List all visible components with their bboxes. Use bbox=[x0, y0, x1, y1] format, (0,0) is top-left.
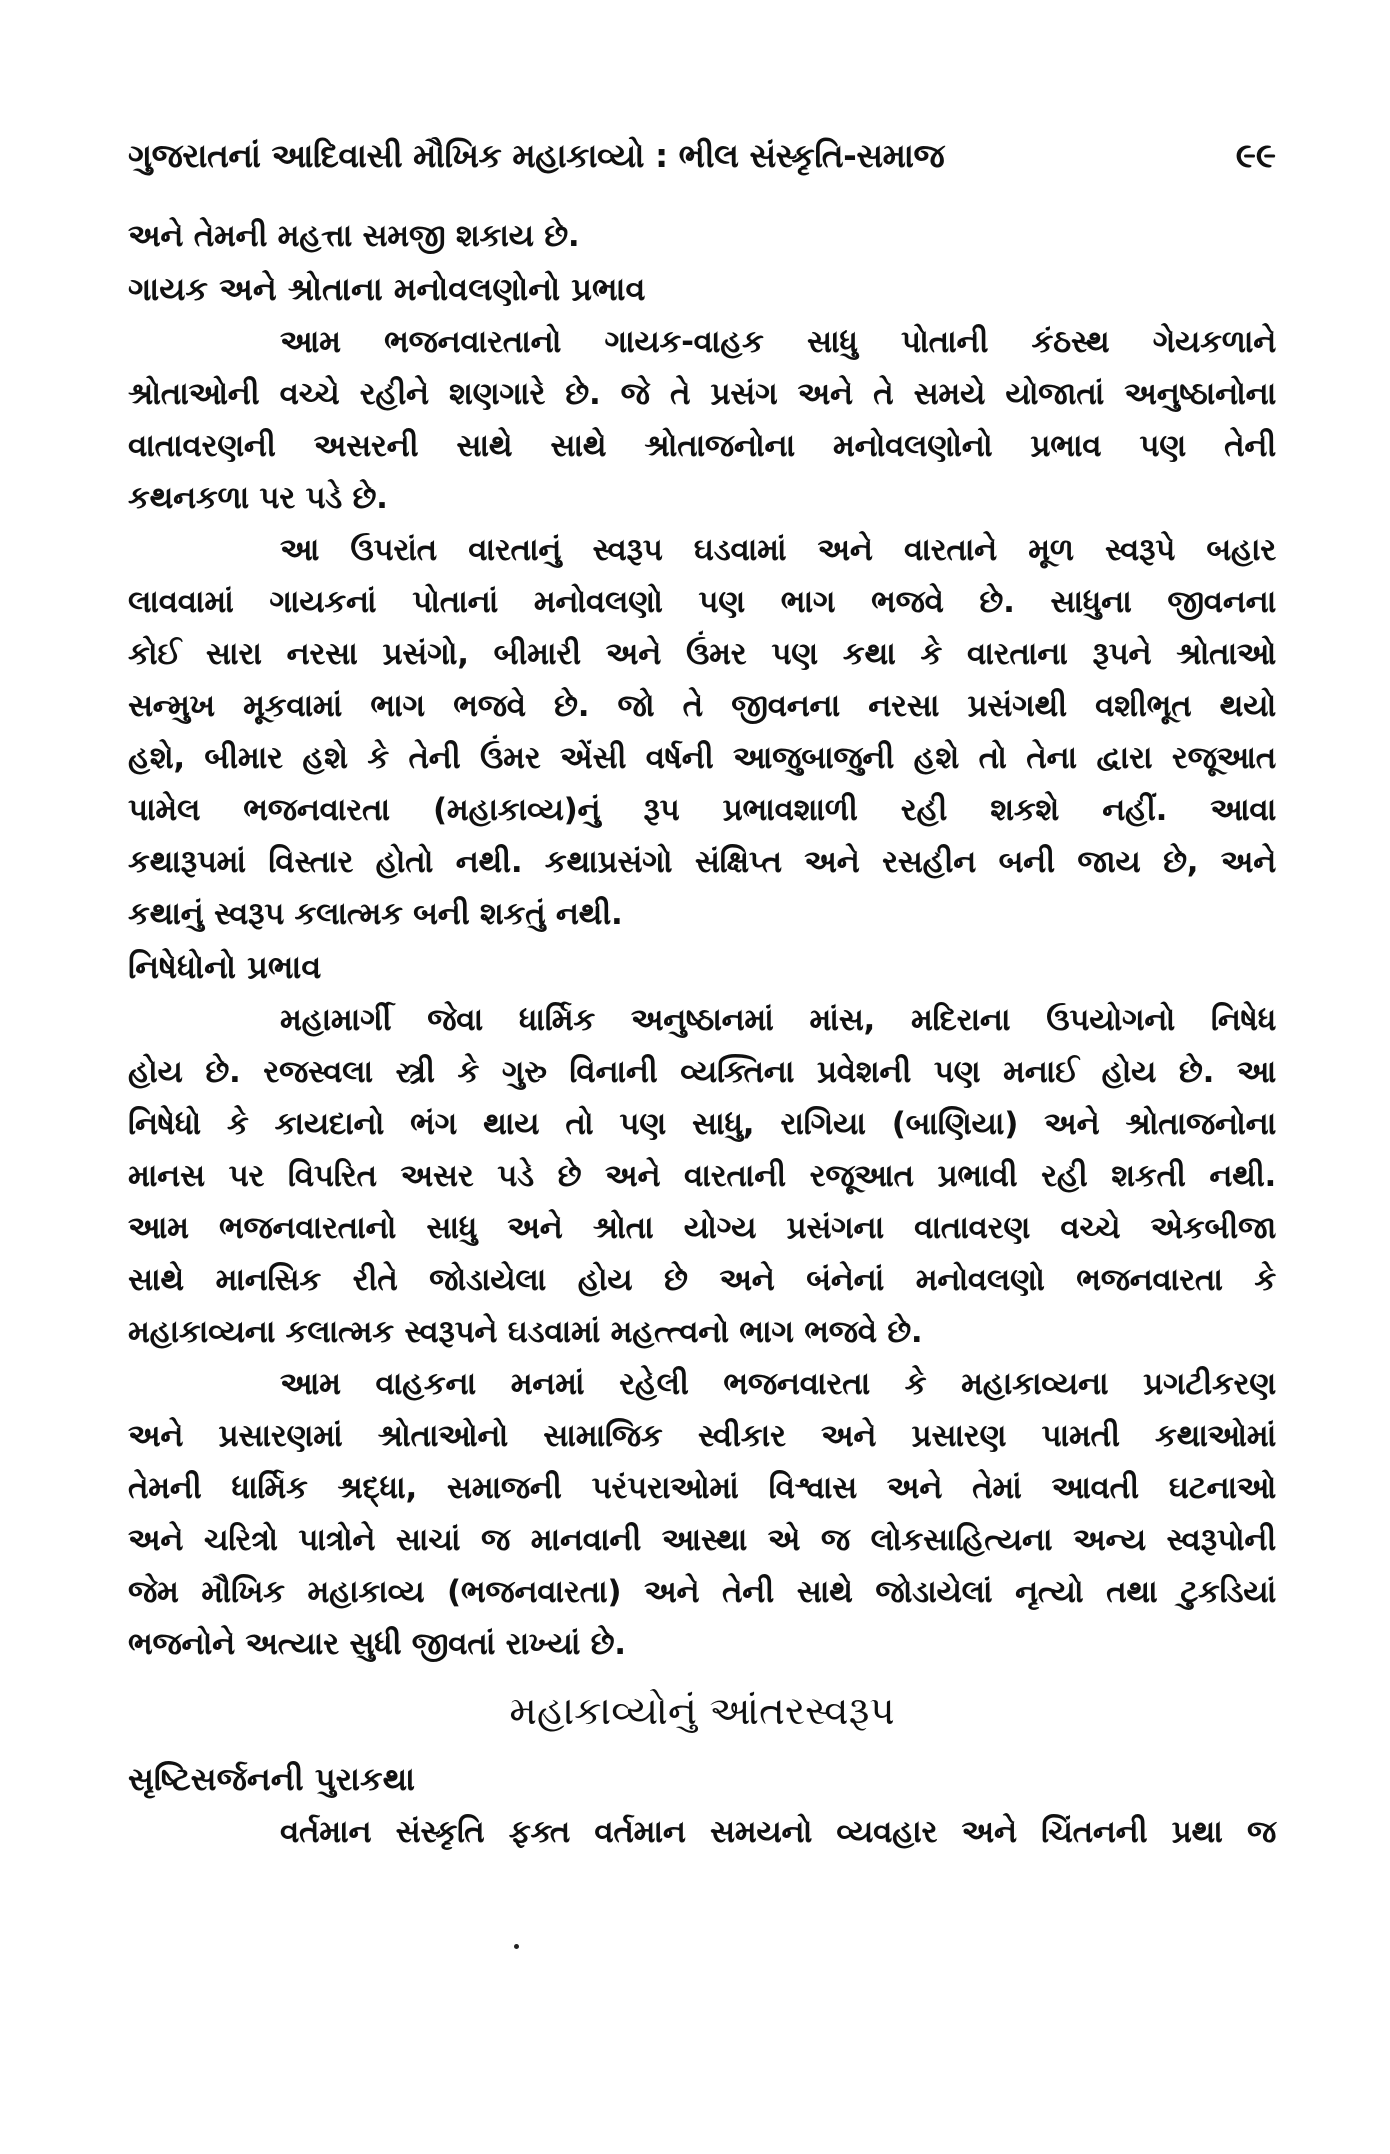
section-heading-creation-myth: સૃષ્ટિસર્જનની પુરાકથા bbox=[128, 1760, 415, 1798]
paragraph-line: આમ વાહકના મનમાં રહેલી ભજનવારતા કે મહાકાવ્યના પ્રગટીકરણ bbox=[280, 1366, 1276, 1402]
paragraph-line: કોઈ સારા નરસા પ્રસંગો, બીમારી અને ઉંમર પણ કથા કે વારતાના રૂપને શ્રોતાઓ bbox=[128, 636, 1276, 672]
paragraph-line: વર્તમાન સંસ્કૃતિ ફક્ત વર્તમાન સમયનો વ્યવહાર અને ચિંતનની પ્રથા જ bbox=[280, 1814, 1276, 1850]
paragraph-line: આમ ભજનવારતાનો સાધુ અને શ્રોતા યોગ્ય પ્રસંગના વાતાવરણ વચ્ચે એકબીજા bbox=[128, 1210, 1276, 1246]
paragraph-prohibitions-1 bbox=[128, 994, 1276, 1358]
paragraph-line: આ ઉપરાંત વારતાનું સ્વરૂપ ઘડવામાં અને વારતાને મૂળ સ્વરૂપે બહાર bbox=[280, 532, 1276, 568]
paragraph-prohibitions-2 bbox=[128, 1358, 1276, 1670]
paragraph-singer-audience-1 bbox=[128, 316, 1276, 524]
paragraph-line: હશે, બીમાર હશે કે તેની ઉંમર એંસી વર્ષની આજુબાજુની હશે તો તેના દ્વારા રજૂઆત bbox=[128, 740, 1276, 776]
paragraph-creation-myth-1 bbox=[128, 1806, 1276, 1858]
running-header-title: ગુજરાતનાં આદિવાસી મૌખિક મહાકાવ્યો : ભીલ સંસ્કૃતિ-સમાજ bbox=[128, 136, 945, 175]
paragraph-line: ભજનોને અત્યાર સુધી જીવતાં રાખ્યાં છે. bbox=[128, 1626, 626, 1662]
paragraph-line: સાથે માનસિક રીતે જોડાયેલા હોય છે અને બંનેનાં મનોવલણો ભજનવારતા કે bbox=[128, 1262, 1276, 1298]
paragraph-line: અને પ્રસારણમાં શ્રોતાઓનો સામાજિક સ્વીકાર અને પ્રસારણ પામતી કથાઓમાં bbox=[128, 1418, 1276, 1454]
paragraph-line: કથારૂપમાં વિસ્તાર હોતો નથી. કથાપ્રસંગો સંક્ષિપ્ત અને રસહીન બની જાય છે, અને bbox=[128, 844, 1276, 880]
paragraph-line: સન્મુખ મૂકવામાં ભાગ ભજવે છે. જો તે જીવનના નરસા પ્રસંગથી વશીભૂત થયો bbox=[128, 688, 1276, 724]
paragraph-line: લાવવામાં ગાયકનાં પોતાનાં મનોવલણો પણ ભાગ ભજવે છે. સાધુના જીવનના bbox=[128, 584, 1276, 620]
paragraph-line: શ્રોતાઓની વચ્ચે રહીને શણગારે છે. જે તે પ્રસંગ અને તે સમયે યોજાતાં અનુષ્ઠાનોના bbox=[128, 376, 1276, 412]
paragraph-singer-audience-2 bbox=[128, 524, 1276, 940]
paragraph-line: વાતાવરણની અસરની સાથે સાથે શ્રોતાજનોના મનોવલણોનો પ્રભાવ પણ તેની bbox=[128, 428, 1276, 464]
section-heading-prohibitions: નિષેધોનો પ્રભાવ bbox=[128, 948, 322, 986]
paragraph-line: આમ ભજનવારતાનો ગાયક-વાહક સાધુ પોતાની કંઠસ્થ ગેયકળાને bbox=[280, 324, 1276, 360]
paragraph-line: પામેલ ભજનવારતા (મહાકાવ્ય)નું રૂપ પ્રભાવશાળી રહી શકશે નહીં. આવા bbox=[128, 792, 1276, 828]
paragraph-line: તેમની ધાર્મિક શ્રદ્ધા, સમાજની પરંપરાઓમાં વિશ્વાસ અને તેમાં આવતી ઘટનાઓ bbox=[128, 1470, 1276, 1506]
paragraph-line: હોય છે. રજસ્વલા સ્ત્રી કે ગુરુ વિનાની વ્યક્તિના પ્રવેશની પણ મનાઈ હોય છે. આ bbox=[128, 1054, 1276, 1090]
page-body bbox=[128, 210, 1276, 1858]
paragraph-line: મહામાર્ગી જેવા ધાર્મિક અનુષ્ઠાનમાં માંસ, મદિરાના ઉપયોગનો નિષેધ bbox=[280, 1002, 1276, 1038]
paragraph-line: કથાનું સ્વરૂપ કલાત્મક બની શકતું નથી. bbox=[128, 896, 623, 932]
paragraph-line: જેમ મૌખિક મહાકાવ્ય (ભજનવારતા) અને તેની સાથે જોડાયેલાં નૃત્યો તથા ટુકડિયાં bbox=[128, 1574, 1276, 1610]
section-heading-singer-audience: ગાયક અને શ્રોતાના મનોવલણોનો પ્રભાવ bbox=[128, 270, 646, 308]
section-title-epic-inner-form: મહાકાવ્યોનું આંતરસ્વરૂપ bbox=[509, 1689, 895, 1734]
paragraph-line: કથનકળા પર પડે છે. bbox=[128, 480, 388, 516]
paragraph-line: અને ચરિત્રો પાત્રોને સાચાં જ માનવાની આસ્થા એ જ લોકસાહિત્યના અન્ય સ્વરૂપોની bbox=[128, 1522, 1276, 1558]
stray-dot-mark bbox=[514, 1944, 519, 1949]
running-header bbox=[128, 128, 1276, 184]
paragraph-line: મહાકાવ્યના કલાત્મક સ્વરૂપને ઘડવામાં મહત્ત્વનો ભાગ ભજવે છે. bbox=[128, 1314, 923, 1350]
paragraph-line: માનસ પર વિપરિત અસર પડે છે અને વારતાની રજૂઆત પ્રભાવી રહી શકતી નથી. bbox=[128, 1158, 1276, 1194]
page-number: ૯૯ bbox=[1235, 136, 1276, 176]
paragraph-line: નિષેધો કે કાયદાનો ભંગ થાય તો પણ સાધુ, રાગિયા (બાણિયા) અને શ્રોતાજનોના bbox=[128, 1106, 1276, 1142]
opening-line: અને તેમની મહત્તા સમજી શકાય છે. bbox=[128, 218, 580, 254]
